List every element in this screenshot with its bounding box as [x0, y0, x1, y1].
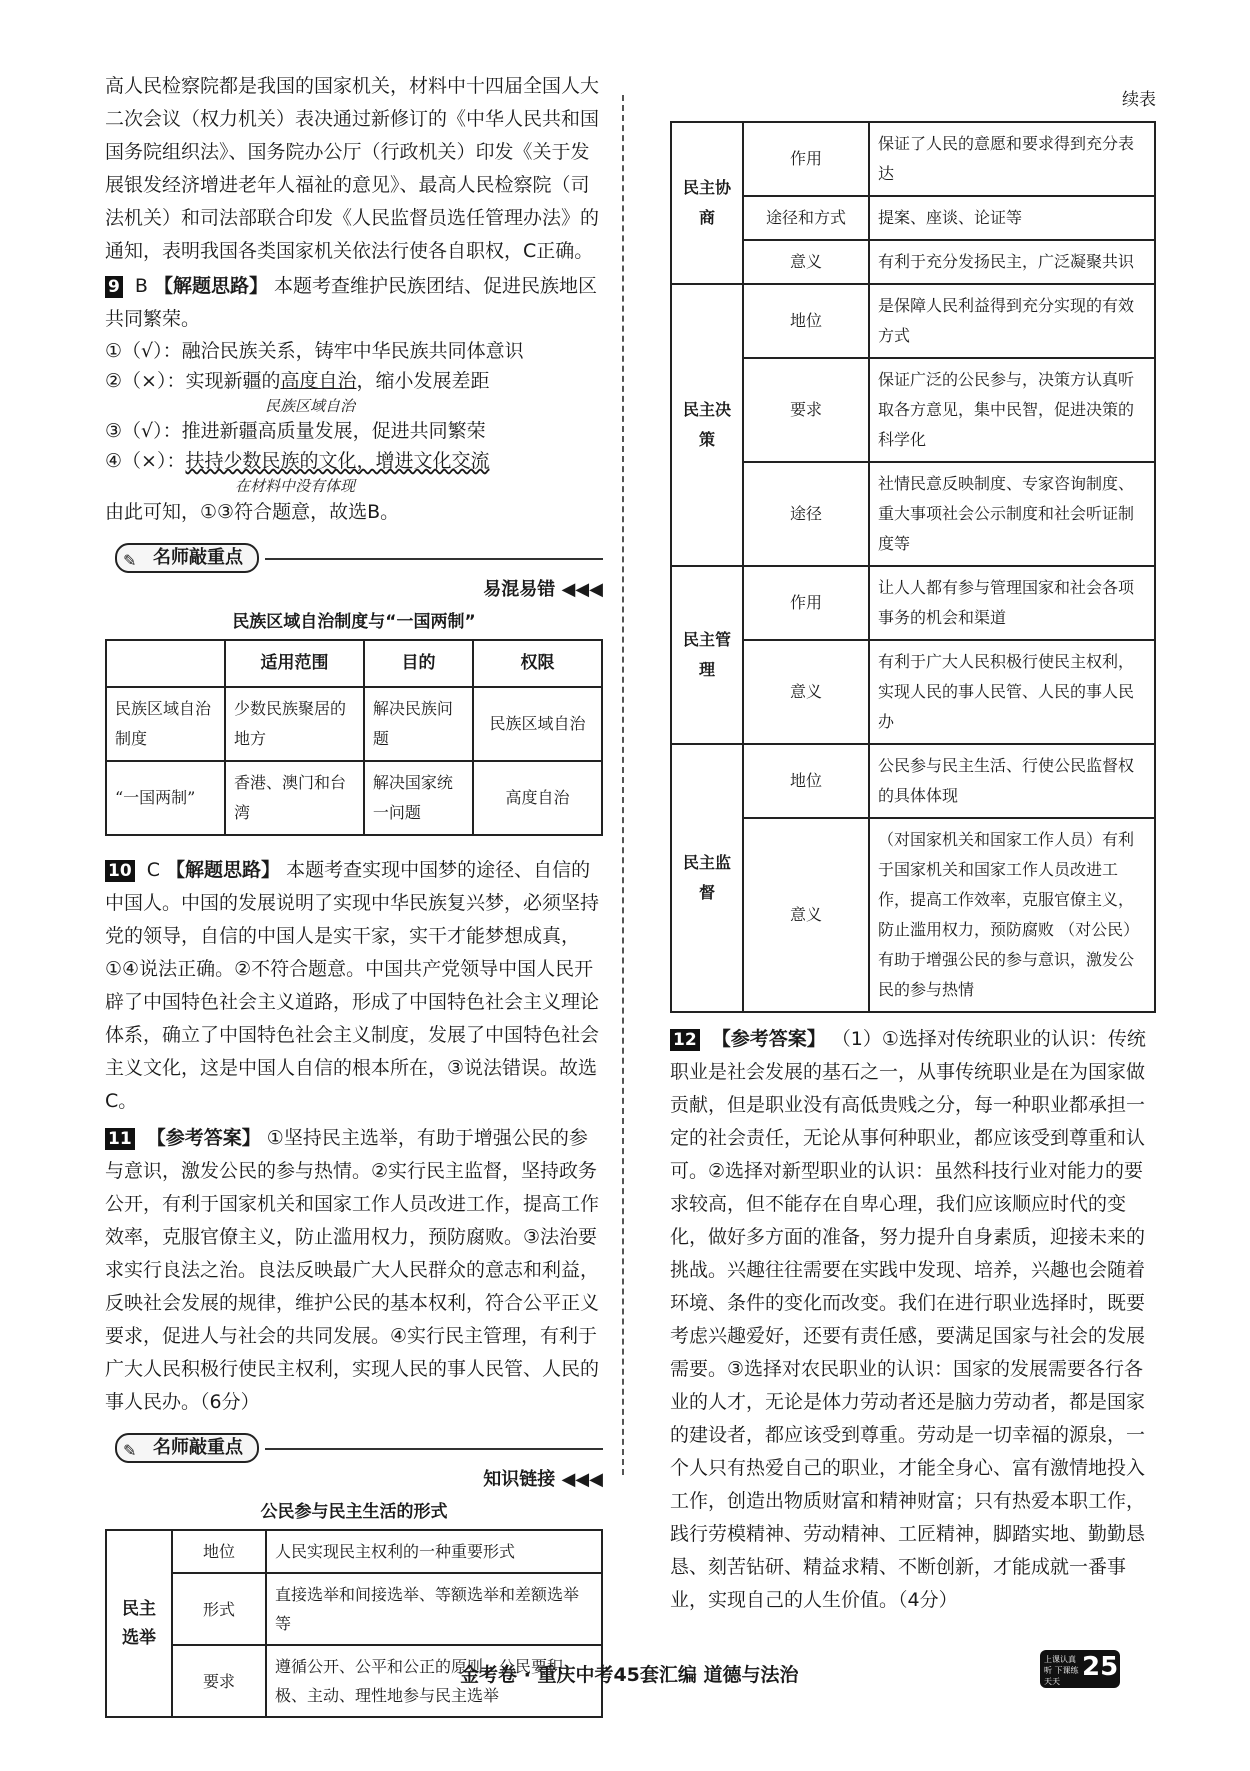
divider: [265, 558, 603, 560]
underlined-phrase: 高度自治: [280, 370, 357, 392]
tip-header: [105, 541, 603, 575]
table-row: 民族区域自治制度 少数民族聚居的地方 解决民族问题 民族区域自治: [106, 687, 602, 761]
answer-label: 【参考答案】: [711, 1028, 826, 1050]
question-9: [105, 270, 603, 529]
table-row: 民主监督 地位 公民参与民主生活、行使公民监督权的具体体现: [671, 744, 1155, 818]
election-table: [105, 1529, 603, 1718]
option-4: ④（×）：扶持少数民族的文化，增进文化交流: [105, 450, 490, 472]
question-number: 12: [670, 1029, 700, 1051]
category-cell: 民主监督: [671, 744, 743, 1012]
answer-label: 【参考答案】: [146, 1127, 261, 1149]
democracy-table: [670, 121, 1156, 1013]
page-number: 25: [1082, 1652, 1119, 1682]
intro-paragraph: 高人民检察院都是我国的国家机关，材料中十四届全国人大二次会议（权力机关）表决通过新修订的《中华人民共和国国务院组织法》、国务院办公厅（行政机关）印发《关于发展银发经济增进老年人福祉的意见》、最高人民检察院（司法机关）和司法部联合印发《人民监督员选任管理办法》的通知，表明我国各类国家机关依法行使各自职权，C正确。: [105, 75, 600, 262]
footer-title: 金考卷 · 重庆中考45套汇编 道德与法治: [460, 1664, 799, 1686]
comparison-table: [105, 639, 603, 836]
continued-label: 续表: [1122, 90, 1156, 110]
hint-label: 【解题思路】: [166, 859, 281, 881]
tip-header: [105, 1431, 603, 1465]
category-cell: 民主协商: [671, 122, 743, 284]
handwritten-note: 民族区域自治: [265, 397, 356, 415]
table-row: 形式 直接选举和间接选举、等额选举和差额选举等: [106, 1573, 602, 1645]
table-row: 民主选举 地位 人民实现民主权利的一种重要形式: [106, 1530, 602, 1573]
wavy-underlined-phrase: 扶持少数民族的文化，增进文化交流: [185, 450, 490, 472]
table-row: 要求 遵循公开、公平和公正的原则，公民要积极、主动、理性地参与民主选举: [106, 1645, 602, 1717]
category-cell: 民主管理: [671, 566, 743, 744]
table-caption: 公民参与民主生活的形式: [260, 1502, 448, 1522]
left-column: [105, 70, 603, 1718]
answer-text: ①坚持民主选举，有助于增强公民的参与意识，激发公民的参与热情。②实行民主监督，坚持政务公开，有利于国家机关和国家工作人员改进工作，提高工作效率，克服官僚主义，防止滥用权力，预防腐败。③法治要求实行良法之治。良法反映最广大人民群众的意志和利益，反映社会发展的规律，维护公民的基本权利，符合公平正义要求，促进人与社会的共同发展。④实行民主管理，有利于广大人民积极行使民主权利，实现人民的事人民管、人民的事人民办。（6分）: [105, 1127, 600, 1413]
answer-letter: C: [146, 859, 160, 881]
badge-slogan: 上课认真听 下课练天天: [1044, 1655, 1079, 1686]
mascot-icon: ✎: [123, 551, 137, 570]
column-divider: [622, 95, 624, 1475]
table-row: 意义 有利于充分发扬民主，广泛凝聚共识: [671, 240, 1155, 284]
option-1: ①（√）：融洽民族关系，铸牢中华民族共同体意识: [105, 340, 524, 362]
header-cell: [106, 640, 225, 687]
table-row: 要求 保证广泛的公民参与，决策方认真听取各方意见，集中民智，促进决策的科学化: [671, 358, 1155, 462]
table-row: 途径 社情民意反映制度、专家咨询制度、重大事项社会公示制度和社会听证制度等: [671, 462, 1155, 566]
page-number-badge: [1040, 1650, 1120, 1688]
tip-subtitle: 易混易错 ◀◀◀: [483, 579, 603, 600]
category-cell: 民主选举: [106, 1530, 172, 1717]
mascot-icon: ✎: [123, 1441, 137, 1460]
right-column: [670, 85, 1156, 1617]
header-cell: 适用范围: [225, 640, 364, 687]
question-number: 9: [105, 276, 123, 298]
header-cell: 目的: [364, 640, 473, 687]
table-row: 意义 （对国家机关和国家工作人员）有利于国家机关和国家工作人员改进工作，提高工作效率，克服官僚主义，防止滥用权力，预防腐败 （对公民）有助于增强公民的参与意识，激发公民的参与热情: [671, 818, 1155, 1012]
option-3: ③（√）：推进新疆高质量发展，促进共同繁荣: [105, 420, 486, 442]
category-cell: 民主决策: [671, 284, 743, 566]
divider: [265, 1448, 603, 1450]
table-row: 民主决策 地位 是保障人民利益得到充分实现的有效方式: [671, 284, 1155, 358]
table-row: 民主管理 作用 让人人都有参与管理国家和社会各项事务的机会和渠道: [671, 566, 1155, 640]
conclusion: 由此可知，①③符合题意，故选B。: [105, 501, 400, 523]
question-11: [105, 1122, 603, 1419]
table-row: 途径和方式 提案、座谈、论证等: [671, 196, 1155, 240]
answer-letter: B: [134, 275, 148, 297]
option-2: ②（×）：实现新疆的高度自治，缩小发展差距: [105, 370, 490, 392]
tip-tag: ✎ 名师敲重点: [115, 543, 259, 573]
answer-text: （1）①选择对传统职业的认识：传统职业是社会发展的基石之一，从事传统职业是在为国家做贡献，但是职业没有高低贵贱之分，每一种职业都承担一定的社会责任，无论从事何种职业，都应该受到尊重和认可。②选择对新型职业的认识：虽然科技行业对能力的要求较高，但不能存在自卑心理，我们应该顺应时代的变化，做好多方面的准备，努力提升自身素质，迎接未来的挑战。兴趣往往需要在实践中发现、培养，兴趣也会随着环境、条件的变化而改变。我们在进行职业选择时，既要考虑兴趣爱好，还要有责任感，要满足国家与社会的发展需要。③选择对农民职业的认识：国家的发展需要各行各业的人才，无论是体力劳动者还是脑力劳动者，都是国家的建设者，都应该受到尊重。劳动是一切幸福的源泉，一个人只有热爱自己的职业，才能全身心、富有激情地投入工作，创造出物质财富和精神财富；只有热爱本职工作，践行劳模精神、劳动精神、工匠精神，脚踏实地、勤勤恳恳、刻苦钻研、精益求精、不断创新，才能成就一番事业，实现自己的人生价值。（4分）: [670, 1028, 1146, 1611]
handwritten-note: 在材料中没有体现: [235, 477, 356, 495]
tip-tag: ✎ 名师敲重点: [115, 1433, 259, 1463]
question-number: 11: [105, 1128, 135, 1150]
table-header-row: [106, 640, 602, 687]
question-10: [105, 854, 603, 1118]
question-analysis: 本题考查实现中国梦的途径、自信的中国人。中国的发展说明了实现中华民族复兴梦，必须坚持党的领导，自信的中国人是实干家，实干才能梦想成真，①④说法正确。②不符合题意。中国共产党领导中国人民开辟了中国特色社会主义道路，形成了中国特色社会主义理论体系，确立了中国特色社会主义制度，发展了中国特色社会主义文化，这是中国人自信的根本所在，③说法错误。故选C。: [105, 859, 600, 1112]
table-caption: 民族区域自治制度与“一国两制”: [232, 612, 476, 632]
table-row: “一国两制” 香港、澳门和台湾 解决国家统一问题 高度自治: [106, 761, 602, 835]
hint-label: 【解题思路】: [153, 275, 268, 297]
tip-subtitle: 知识链接 ◀◀◀: [483, 1469, 603, 1490]
question-12: [670, 1023, 1156, 1617]
header-cell: 权限: [473, 640, 602, 687]
table-row: 民主协商 作用 保证了人民的意愿和要求得到充分表达: [671, 122, 1155, 196]
table-row: 意义 有利于广大人民积极行使民主权利，实现人民的事人民管、人民的事人民办: [671, 640, 1155, 744]
question-number: 10: [105, 860, 135, 882]
question-analysis: 本题考查维护民族团结、促进民族地区共同繁荣。: [105, 275, 598, 330]
